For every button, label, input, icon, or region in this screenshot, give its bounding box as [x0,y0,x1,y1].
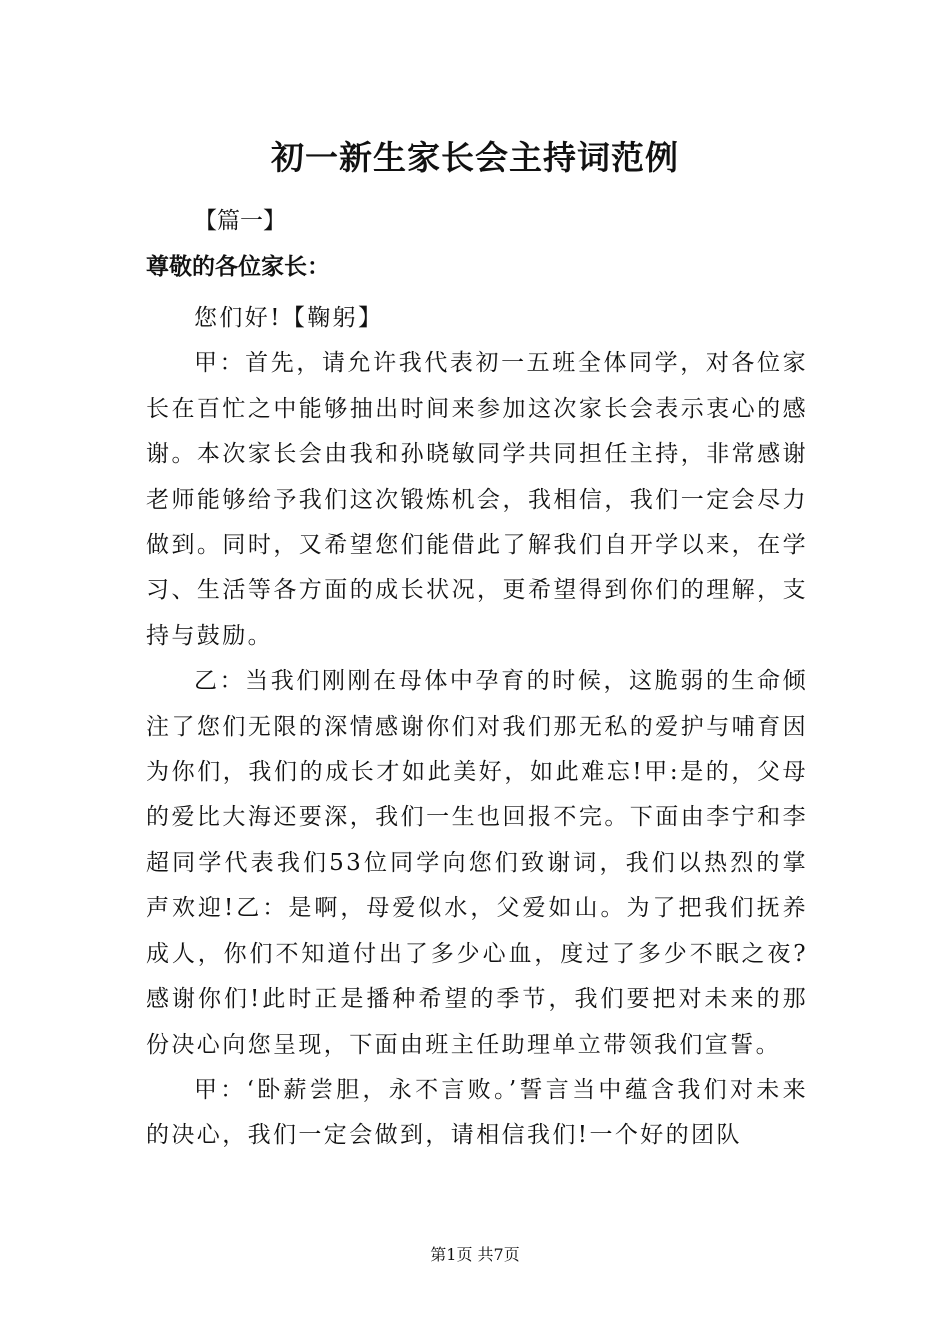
document-title: 初一新生家长会主持词范例 [271,138,679,177]
section-label: 【篇一】 [194,208,286,234]
paragraph-jia-1: 甲：首先，请允许我代表初一五班全体同学，对各位家长在百忙之中能够抽出时间来参加这次家长会表示衷心的感谢。本次家长会由我和孙晓敏同学共同担任主持，非常感谢老师能够给予我们这次锻炼机会，我相信，我们一定会尽力做到。同时，又希望您们能借此了解我们自开学以来，在学习、生活等各方面的成长状况，更希望得到你们的理解，支持与鼓励。 [146,350,808,649]
paragraph-greeting: 您们好!【鞠躬】 [194,305,384,331]
paragraph-jia-2: 甲：‘卧薪尝胆，永不言败。’誓言当中蕴含我们对未来的决心，我们一定会做到，请相信我们!一个好的团队 [146,1076,808,1149]
page-footer: 第1页 共7页 [430,1245,520,1264]
salutation: 尊敬的各位家长： [146,253,330,280]
body-text [146,296,808,1159]
paragraph-yi-1: 乙：当我们刚刚在母体中孕育的时候，这脆弱的生命倾注了您们无限的深情感谢你们对我们那无私的爱护与哺育因为你们，我们的成长才如此美好，如此难忘!甲:是的，父母的爱比大海还要深，我们一生也回报不完。下面由李宁和李超同学代表我们53位同学向您们致谢词，我们以热烈的掌声欢迎!乙：是啊，母爱似水，父爱如山。为了把我们抚养成人，你们不知道付出了多少心血，度过了多少不眠之夜?感谢你们!此时正是播种希望的季节，我们要把对未来的那份决心向您呈现，下面由班主任助理单立带领我们宣誓。 [146,668,808,1058]
